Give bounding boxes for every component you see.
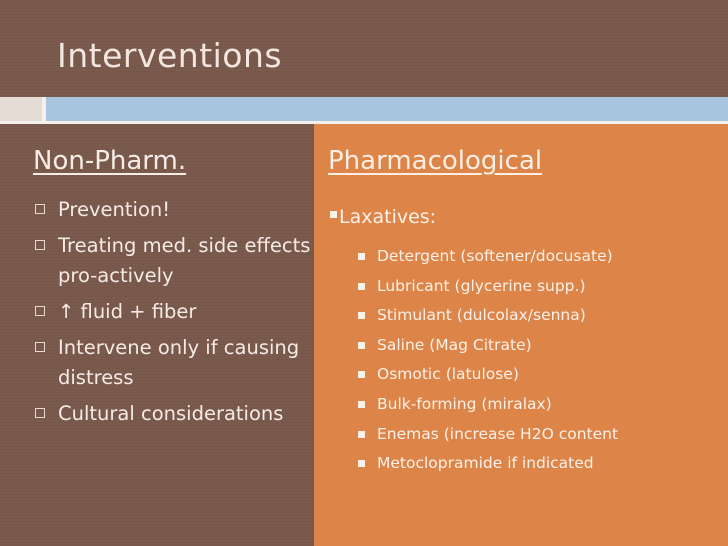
- filled-square-bullet-icon: [358, 312, 365, 319]
- hollow-square-bullet-icon: [35, 342, 45, 352]
- filled-square-bullet-icon: [358, 431, 365, 438]
- filled-square-bullet-icon: [358, 342, 365, 349]
- list-item: [358, 364, 718, 384]
- filled-square-bullet-icon: [330, 211, 337, 218]
- filled-square-bullet-icon: [358, 460, 365, 467]
- laxatives-label-text: Laxatives:: [339, 206, 437, 228]
- filled-square-bullet-icon: [358, 253, 365, 260]
- list-item: [33, 231, 323, 291]
- band-light-segment: [0, 97, 42, 121]
- hollow-square-bullet-icon: [35, 204, 45, 214]
- list-item-text: ↑ fluid + fiber: [58, 300, 197, 323]
- band-blue-segment: [46, 97, 728, 121]
- non-pharm-list: [33, 195, 323, 435]
- list-item-text: Cultural considerations: [58, 402, 284, 425]
- title-divider-band: [0, 97, 728, 121]
- filled-square-bullet-icon: [358, 283, 365, 290]
- list-item: [358, 246, 718, 266]
- list-item-text: Osmotic (latulose): [377, 365, 519, 384]
- list-item: [358, 394, 718, 414]
- list-item-text: Stimulant (dulcolax/senna): [377, 306, 586, 325]
- pharmacological-heading: Pharmacological: [328, 146, 543, 176]
- slide-title: Interventions: [57, 36, 283, 75]
- list-item: [358, 453, 718, 473]
- list-item: [33, 333, 323, 393]
- list-item-text: Prevention!: [58, 198, 171, 221]
- list-item-text: Saline (Mag Citrate): [377, 335, 532, 354]
- non-pharm-heading: Non-Pharm.: [33, 146, 187, 176]
- list-item-text: Treating med. side effects pro-actively: [58, 234, 311, 287]
- list-item: [33, 195, 323, 225]
- list-item: [33, 297, 323, 327]
- hollow-square-bullet-icon: [35, 408, 45, 418]
- laxatives-list: [358, 246, 718, 483]
- filled-square-bullet-icon: [358, 371, 365, 378]
- hollow-square-bullet-icon: [35, 240, 45, 250]
- list-item-text: Intervene only if causing distress: [58, 336, 300, 389]
- list-item: [358, 424, 718, 444]
- list-item-text: Detergent (softener/docusate): [377, 247, 613, 265]
- list-item: [358, 335, 718, 355]
- filled-square-bullet-icon: [358, 401, 365, 408]
- laxatives-label: [330, 206, 436, 228]
- list-item-text: Lubricant (glycerine supp.): [377, 276, 586, 295]
- list-item-text: Enemas (increase H2O content: [377, 424, 619, 443]
- list-item-text: Metoclopramide if indicated: [377, 454, 594, 473]
- list-item: [33, 399, 323, 429]
- hollow-square-bullet-icon: [35, 306, 45, 316]
- list-item-text: Bulk-forming (miralax): [377, 394, 552, 413]
- list-item: [358, 305, 718, 325]
- list-item: [358, 276, 718, 296]
